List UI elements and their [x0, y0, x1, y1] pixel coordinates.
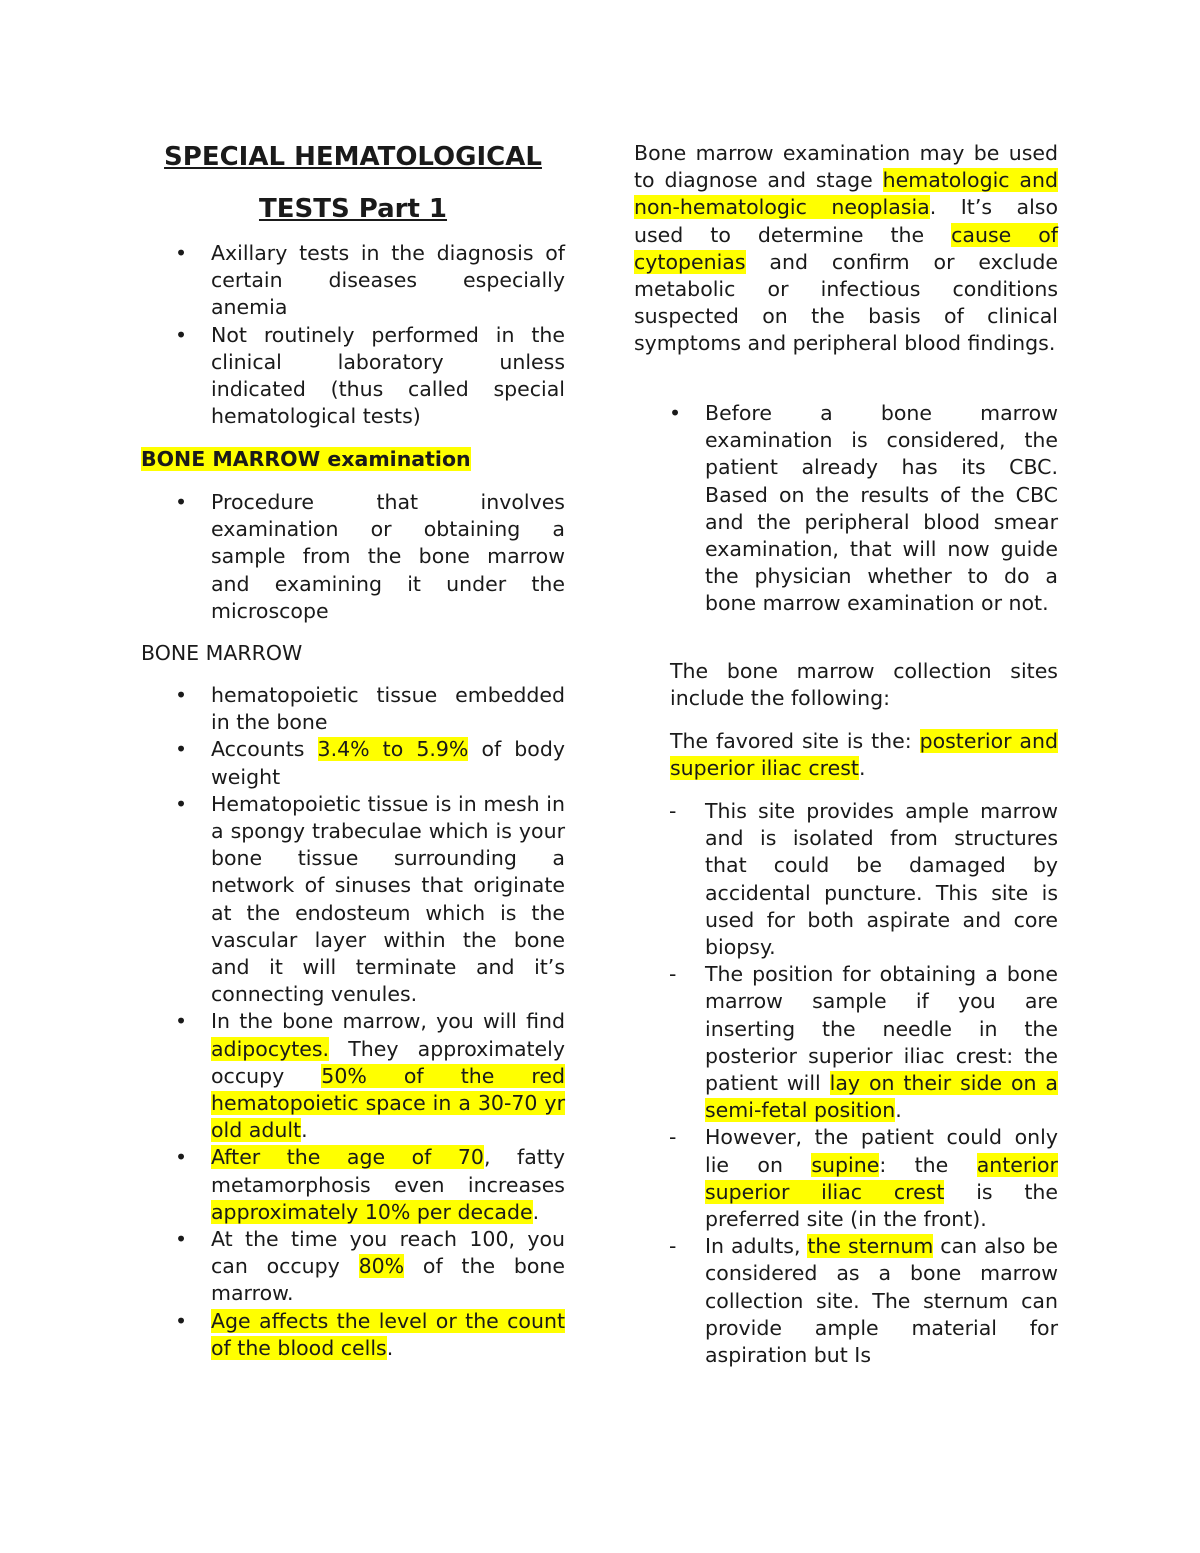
highlight: hematologic and non-hematologic neoplasia	[634, 168, 1058, 220]
highlight: the sternum	[807, 1234, 934, 1259]
section-heading-bm-exam	[141, 446, 471, 473]
list-item: - This site provides ample marrow and is isolated from structures that could be damaged by accidental puncture. This site is used for both aspirate and core biopsy.	[705, 798, 1058, 961]
dash-list	[705, 798, 1058, 1369]
bm-exam-bullet-list	[211, 489, 565, 625]
paragraph-favored-site: The favored site is the: posterior and superior iliac crest.	[670, 729, 1058, 781]
list-item: • In the bone marrow, you will find adipocytes. They approximately occupy 50% of the red hematopoietic space in a 30-70 yr old adult.	[211, 1008, 565, 1144]
highlight: anterior superior iliac crest	[705, 1152, 1058, 1204]
bm-bullet-list	[211, 682, 565, 1362]
list-item: • Axillary tests in the diagnosis of certain diseases especially anemia	[211, 240, 565, 322]
highlight: BONE MARROW examination	[141, 447, 471, 471]
list-item: • Accounts 3.4% to 5.9% of body weight	[211, 736, 565, 790]
section-heading-bm: BONE MARROW	[141, 641, 303, 665]
right-bullet-list	[705, 400, 1058, 618]
highlight: 50% of the red hematopoietic space in a 30-70 yr old adult	[211, 1063, 565, 1143]
highlight: posterior and superior iliac crest	[670, 729, 1058, 781]
highlight: Age affects the level or the count of the blood cells	[211, 1308, 565, 1360]
highlight: approximately 10% per decade	[211, 1199, 533, 1224]
list-item: • Procedure that involves examination or obtaining a sample from the bone marrow and examining it under the microscope	[211, 489, 565, 625]
highlight: adipocytes.	[211, 1036, 330, 1061]
paragraph-collection-sites: The bone marrow collection sites include the following:	[670, 659, 1058, 711]
intro-bullet-list	[211, 240, 565, 430]
highlight: supine	[811, 1152, 880, 1177]
highlight: cause of cytopenias	[634, 222, 1058, 274]
list-item: • Age affects the level or the count of the blood cells.	[211, 1308, 565, 1362]
highlight: 80%	[358, 1254, 405, 1279]
list-item: • hematopoietic tissue embedded in the bone	[211, 682, 565, 736]
list-item: • After the age of 70, fatty metamorphosis even increases approximately 10% per decade.	[211, 1144, 565, 1226]
list-item: • At the time you reach 100, you can occupy 80% of the bone marrow.	[211, 1226, 565, 1308]
highlight: lay on their side on a semi-fetal position	[705, 1071, 1058, 1123]
highlight: After the age of 70	[211, 1145, 484, 1170]
paragraph-bm-exam-uses: Bone marrow examination may be used to diagnose and stage hematologic and non-hematologic neoplasia. It’s also used to determine the cause of cytopenias and confirm or exclude metabolic or infectious conditions suspected on the basis of clinical symptoms and peripheral blood findings.	[634, 141, 1058, 356]
page-title-line2: TESTS Part 1	[258, 194, 448, 224]
list-item: • Before a bone marrow examination is considered, the patient already has its CBC. Based on the results of the CBC and the peripheral blood smear examination, that will now guide the physician whether to do a bone marrow examination or not.	[705, 400, 1058, 618]
list-item: - However, the patient could only lie on supine: the anterior superior iliac crest is the preferred site (in the front).	[705, 1124, 1058, 1233]
list-item: - The position for obtaining a bone marrow sample if you are inserting the needle in the posterior superior iliac crest: the patient will lay on their side on a semi-fetal position.	[705, 961, 1058, 1124]
list-item: • Not routinely performed in the clinical laboratory unless indicated (thus called special hematological tests)	[211, 322, 565, 431]
highlight: 3.4% to 5.9%	[317, 737, 469, 762]
list-item: • Hematopoietic tissue is in mesh in a spongy trabeculae which is your bone tissue surrounding a network of sinuses that originate at the endosteum which is the vascular layer within the bone and it will terminate and it’s connecting venules.	[211, 791, 565, 1009]
page-title-line1: SPECIAL HEMATOLOGICAL	[164, 142, 542, 172]
list-item: - In adults, the sternum can also be considered as a bone marrow collection site. The sternum can provide ample material for aspiration but Is	[705, 1233, 1058, 1369]
